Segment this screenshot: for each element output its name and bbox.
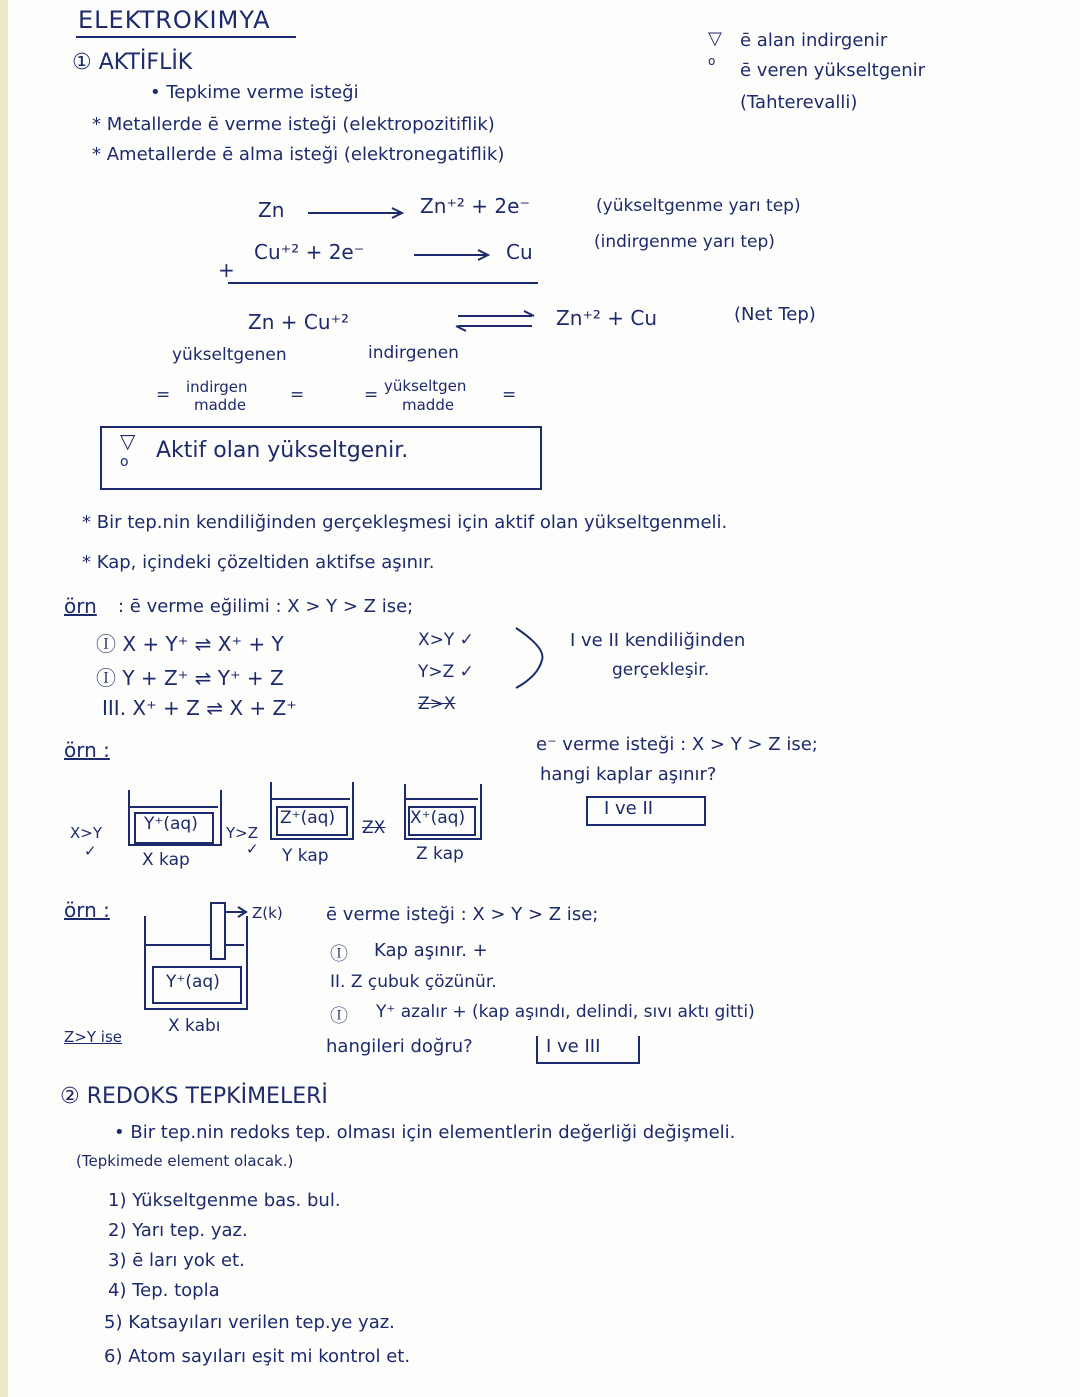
step-item: 1) Yükseltgenme bas. bul. xyxy=(108,1190,341,1211)
aktiflik-definition: • Tepkime verme isteği xyxy=(150,82,359,103)
sum-plus: + xyxy=(218,258,235,282)
zn-label2b: madde xyxy=(194,396,247,414)
ex2-label: örn : xyxy=(64,738,110,762)
eq-sign: = xyxy=(364,385,379,405)
x-kabi-label: X kabı xyxy=(168,1016,221,1036)
arrow-right-icon xyxy=(224,906,252,918)
rule-spontaneous: * Bir tep.nin kendiliğinden gerçekleşmesi için aktif olan yükseltgenmeli. xyxy=(82,512,728,533)
beaker-x-label: X kap xyxy=(142,850,190,870)
step-item: 4) Tep. topla xyxy=(108,1280,220,1301)
zn-label2a: indirgen xyxy=(186,378,248,396)
ex3-label: örn : xyxy=(64,898,110,922)
ex1-r2-check: Y>Z ✓ xyxy=(418,662,474,682)
ex2-cond1: e⁻ verme isteği : X > Y > Z ise; xyxy=(536,734,818,755)
ex1-r3-check: Z>X xyxy=(418,694,456,714)
liquid-level xyxy=(130,806,218,808)
ex1-r1: Ⓘ X + Y⁺ ⇌ X⁺ + Y xyxy=(96,632,284,656)
ex1-r3: III. X⁺ + Z ⇌ X + Z⁺ xyxy=(102,696,297,720)
warning-icon: ▽ o xyxy=(708,28,722,68)
liquid-level xyxy=(272,798,350,800)
title-underline xyxy=(76,36,296,38)
step-item: 2) Yarı tep. yaz. xyxy=(108,1220,248,1241)
beaker-y-label: Y kap xyxy=(282,846,329,866)
rx2-note: (indirgenme yarı tep) xyxy=(594,232,775,252)
zn-label: yükseltgenen xyxy=(172,345,287,365)
rx1-left: Zn xyxy=(258,198,285,222)
ex2-answer: I ve II xyxy=(604,798,654,819)
ex3-statement-3: Y⁺ azalır + (kap aşındı, delindi, sıvı aktı gitti) xyxy=(376,1002,755,1022)
net-left: Zn + Cu⁺² xyxy=(248,310,350,334)
cu-label2b: madde xyxy=(402,396,455,414)
metal-note: * Metallerde ē verme isteği (elektropozitiflik) xyxy=(92,114,495,135)
note-line2: ē veren yükseltgenir xyxy=(740,60,926,81)
rule-container: * Kap, içindeki çözeltiden aktifse aşınır. xyxy=(82,552,435,573)
ex2-c1: X>Y xyxy=(70,824,103,842)
check-icon: ✓ xyxy=(246,840,259,858)
ex2-c2: Y>Z xyxy=(226,824,259,842)
ex3-statement-1: Kap aşınır. + xyxy=(374,940,488,961)
ex1-answer-1: I ve II kendiliğinden xyxy=(570,630,746,651)
beaker-x-solution: Y⁺(aq) xyxy=(144,814,198,834)
z-rod-label: Z(k) xyxy=(252,904,283,922)
page-title: ELEKTROKIMYA xyxy=(78,6,271,34)
rx1-note: (yükseltgenme yarı tep) xyxy=(596,196,801,216)
net-note: (Net Tep) xyxy=(734,304,816,325)
note-line3: (Tahterevalli) xyxy=(740,92,858,113)
eq-sign: = xyxy=(290,385,305,405)
cross-icon: ZX xyxy=(362,818,386,838)
redoks-note: (Tepkimede element olacak.) xyxy=(76,1152,294,1170)
ex3-question: hangileri doğru? xyxy=(326,1036,473,1057)
sum-line xyxy=(228,282,538,284)
eq-sign: = xyxy=(156,385,171,405)
check-icon: ✓ xyxy=(84,842,97,860)
eq-sign: = xyxy=(502,385,517,405)
redoks-definition: • Bir tep.nin redoks tep. olması için elementlerin değerliği değişmeli. xyxy=(114,1122,736,1143)
rx2-right: Cu xyxy=(506,240,533,264)
liquid-level xyxy=(146,944,244,946)
note-line1: ē alan indirgenir xyxy=(740,30,888,51)
arrow-right-icon xyxy=(308,206,408,220)
ex3-condition: ē verme isteği : X > Y > Z ise; xyxy=(326,904,599,925)
arrow-right-icon xyxy=(414,248,494,262)
cu-label2a: yükseltgen xyxy=(384,377,467,395)
section-heading-aktiflik: ① AKTİFLİK xyxy=(72,50,193,75)
ex1-r2: Ⓘ Y + Z⁺ ⇌ Y⁺ + Z xyxy=(96,666,284,690)
rx2-left: Cu⁺² + 2e⁻ xyxy=(254,240,365,264)
ex3-statement-2: II. Z çubuk çözünür. xyxy=(330,972,497,992)
rx1-right: Zn⁺² + 2e⁻ xyxy=(420,194,531,218)
ametal-note: * Ametallerde ē alma isteği (elektronegatiflik) xyxy=(92,144,505,165)
ex1-answer-2: gerçekleşir. xyxy=(612,660,710,680)
x-kabi-solution: Y⁺(aq) xyxy=(166,972,220,992)
step-item: 3) ē ları yok et. xyxy=(108,1250,245,1271)
ex3-answer: I ve III xyxy=(546,1036,601,1057)
page-edge xyxy=(0,0,8,1397)
beaker-y-solution: Z⁺(aq) xyxy=(280,808,336,828)
ex3-roman-1: Ⓘ xyxy=(330,944,348,965)
section-heading-redoks: ② REDOKS TEPKİMELERİ xyxy=(60,1084,328,1109)
ex3-side-note: Z>Y ise xyxy=(64,1028,122,1046)
net-right: Zn⁺² + Cu xyxy=(556,306,658,330)
brace-icon xyxy=(512,626,552,690)
beaker-z-solution: X⁺(aq) xyxy=(410,808,466,828)
cu-label: indirgenen xyxy=(368,343,459,363)
ex1-r1-check: X>Y ✓ xyxy=(418,630,474,650)
ex1-label: örn xyxy=(64,594,97,618)
liquid-level xyxy=(406,798,478,800)
ex2-cond2: hangi kaplar aşınır? xyxy=(540,764,717,785)
step-item: 5) Katsayıları verilen tep.ye yaz. xyxy=(104,1312,395,1333)
beaker-z-label: Z kap xyxy=(416,844,464,864)
rule-box-text: Aktif olan yükseltgenir. xyxy=(156,438,409,463)
equilibrium-arrow-icon xyxy=(458,310,538,332)
ex1-condition: : ē verme eğilimi : X > Y > Z ise; xyxy=(118,596,414,617)
step-item: 6) Atom sayıları eşit mi kontrol et. xyxy=(104,1346,411,1367)
ex3-roman-3: Ⓘ xyxy=(330,1006,348,1027)
warning-icon: ▽ o xyxy=(120,429,136,470)
